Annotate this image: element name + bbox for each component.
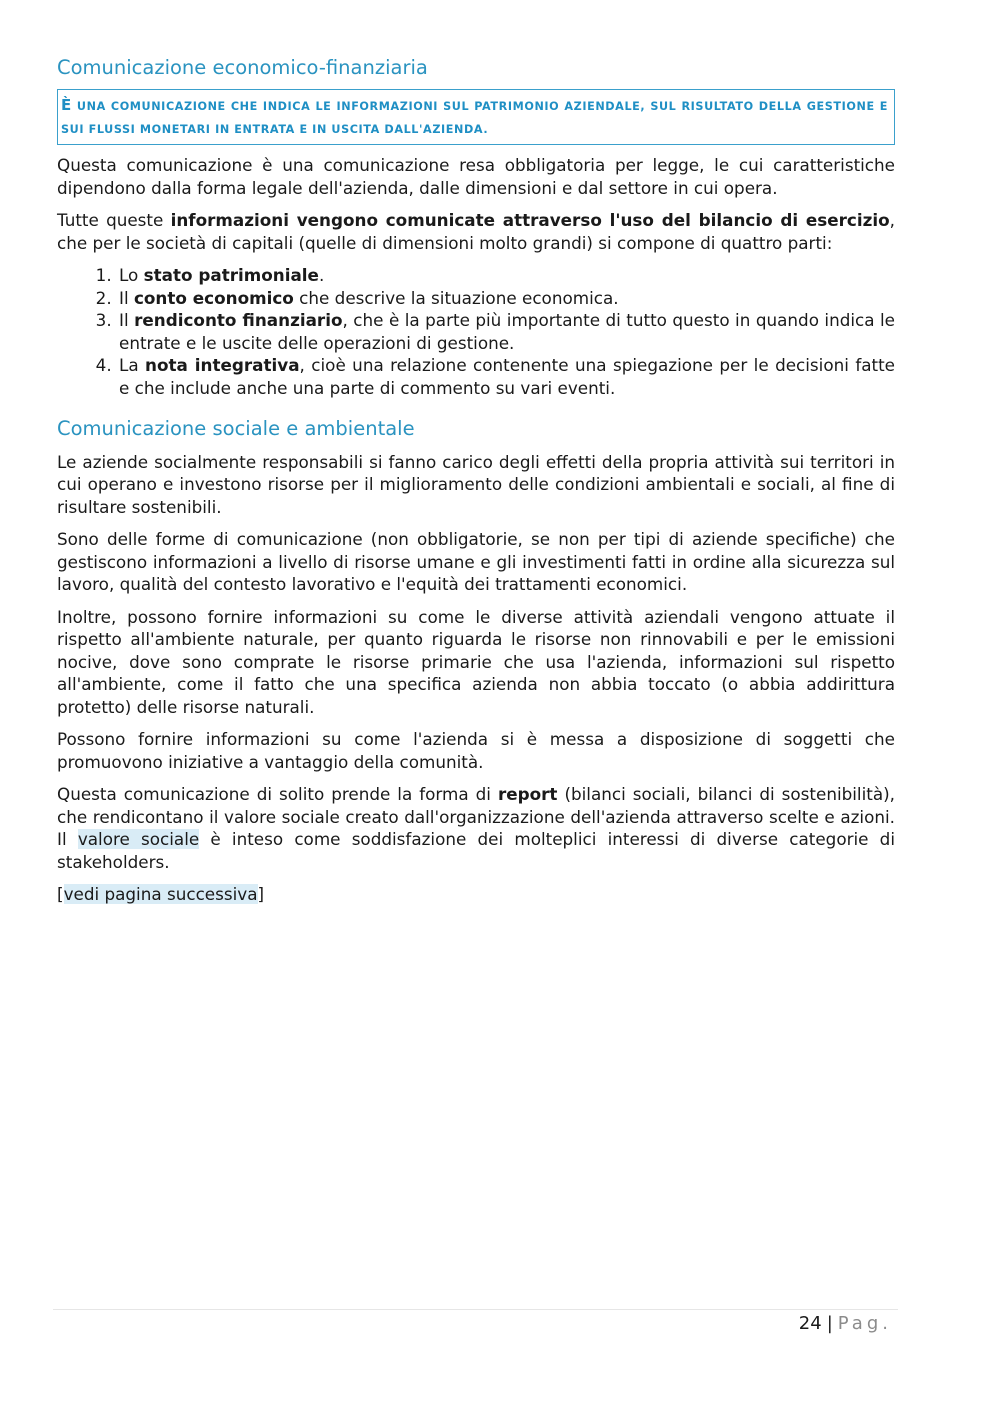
page-label: Pag. xyxy=(837,1313,892,1334)
footer-separator: | xyxy=(826,1313,833,1334)
footer-divider xyxy=(53,1309,898,1310)
list-item: 4. La nota integrativa, cioè una relazione contenente una spiegazione per le decisioni fatte e che include anche una parte di commento su vari eventi. xyxy=(117,354,895,399)
paragraph: Inoltre, possono fornire informazioni su come le diverse attività aziendali vengono attuate il rispetto all'ambiente naturale, per quanto riguarda le risorse non rinnovabili e per le emissioni nocive, dove sono comprate le risorse primarie che usa l'azienda, informazioni sul rispetto all'ambiente, come il fatto che una specifica azienda non abbia toccato (o abbia addirittura protetto) delle risorse naturali. xyxy=(57,606,895,717)
paragraph: Le aziende socialmente responsabili si fanno carico degli effetti della propria attività sui territori in cui operano e investono risorse per il miglioramento delle condizioni ambientali e sociali, al fine di risultare sostenibili. xyxy=(57,451,895,517)
bold-text: conto economico xyxy=(133,287,294,308)
paragraph: Questa comunicazione di solito prende la forma di report (bilanci sociali, bilanci di sostenibilità), che rendicontano il valore sociale creato dall'organizzazione dell'azienda attraverso scelte e azioni. Il valore sociale è inteso come soddisfazione dei molteplici interessi di diverse categorie di stakeholders. xyxy=(57,784,895,872)
bold-text: informazioni vengono comunicate attraverso l'uso del bilancio di esercizio xyxy=(170,210,890,231)
callout-text: UNA COMUNICAZIONE CHE INDICA LE INFORMAZIONI SUL PATRIMONIO AZIENDALE, SUL RISULTATO DELLA GESTIONE E SUI FLUSSI MONETARI IN ENTRATA E IN USCITA DALL'AZIENDA. xyxy=(61,100,888,137)
bold-text: report xyxy=(497,784,558,805)
page-footer xyxy=(799,1313,892,1334)
paragraph: Sono delle forme di comunicazione (non obbligatorie, se non per tipi di aziende specifiche) che gestiscono informazioni a livello di risorse umane e gli investimenti fatti in ordine alla sicurezza sul lavoro, qualità del contesto lavorativo e l'equità dei trattamenti economici. xyxy=(57,529,895,595)
bilancio-parts-list xyxy=(57,264,895,399)
bold-text: stato patrimoniale xyxy=(143,265,319,286)
callout-first-letter: È xyxy=(61,96,72,115)
bold-text: rendiconto finanziario xyxy=(134,310,343,331)
paragraph xyxy=(57,209,895,254)
text-run: , che per le società di capitali (quelle di dimensioni molto grandi) si compone di quattro parti: xyxy=(57,210,896,253)
bold-text: nota integrativa xyxy=(145,355,300,376)
list-item: 3. Il rendiconto finanziario, che è la parte più importante di tutto questo in quando indica le entrate e le uscite delle operazioni di gestione. xyxy=(117,309,895,354)
see-next-page-link[interactable]: vedi pagina successiva xyxy=(63,884,258,905)
text-run: Tutte queste xyxy=(57,210,171,231)
list-item: 2. Il conto economico che descrive la situazione economica. xyxy=(117,287,895,310)
document-page xyxy=(57,56,895,916)
page-number: 24 xyxy=(798,1313,822,1334)
section-title-sociale-ambientale: Comunicazione sociale e ambientale xyxy=(57,417,415,441)
definition-callout xyxy=(57,89,895,145)
see-next-page: [vedi pagina successiva] xyxy=(57,884,265,905)
section-title-economico-finanziaria: Comunicazione economico-finanziaria xyxy=(57,56,428,79)
list-item: 1. Lo stato patrimoniale. xyxy=(117,264,895,287)
highlighted-term: valore sociale xyxy=(77,829,200,850)
paragraph: Possono fornire informazioni su come l'azienda si è messa a disposizione di soggetti che promuovono iniziative a vantaggio della comunità. xyxy=(57,729,895,772)
paragraph: Questa comunicazione è una comunicazione resa obbligatoria per legge, le cui caratteristiche dipendono dalla forma legale dell'azienda, dalle dimensioni e dal settore in cui opera. xyxy=(57,155,895,198)
